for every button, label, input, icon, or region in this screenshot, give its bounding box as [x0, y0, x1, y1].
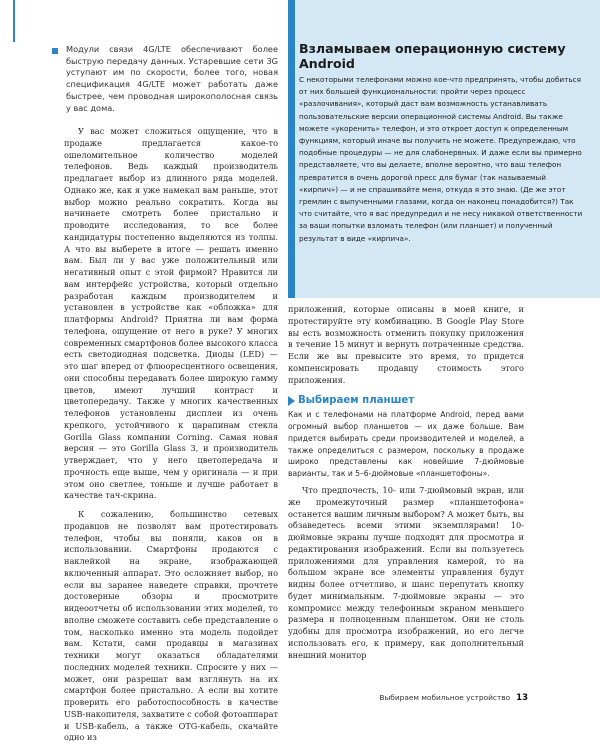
section-heading	[288, 395, 524, 406]
paragraph: Что предпочесть, 10- или 7-дюймовый экран, или же промежуточный размер «планшетофона» останется вашим личным выбором? А может быть, вы обзаведетесь всеми этими экземплярами! 10-дюймовые экраны лучше подходят для просмотра и редактирования изображений. Если вы пользуетесь приложениями для управления камерой, то на большом экране все элементы управления будут видны более отчетливо, и шанс перепутать кнопку будет минимальным. 7-дюймовые экраны — это компромисс между телефонным экраном меньшего размера и полноценным планшетом. Они не столь удобны для просмотра изображений, но его легче использовать его, к примеру, как дополнительный внешний монитор	[288, 485, 524, 660]
right-column	[288, 304, 524, 661]
intro-paragraph: Как и с телефонами на платформе Android, перед вами огромный выбор планшетов — их даже больше. Вам придется выбирать среди производителей и моделей, а также определиться с размером, поскольку в продаже широко представлены как новейшие 7-дюймовые варианты, так и 5–6-дюймовые «планшетофоны».	[288, 410, 524, 479]
page-footer	[379, 693, 528, 703]
paragraph: приложений, которые описаны в моей книге, и протестируйте эту комбинацию. В Google Play Store вы есть возможность отменить покупку приложения в течение 15 минут и вернуть потраченные средства. Если же вы превысите это время, то придется компенсировать продавцу стоимость этого приложения.	[288, 304, 524, 385]
left-column	[64, 44, 278, 744]
page-number: 13	[516, 693, 528, 703]
triangle-marker-icon	[288, 396, 295, 406]
sidebar-title: Взламываем операционную систему Android	[299, 41, 566, 71]
sidebar-body: С некоторыми телефонами можно кое-что предпринять, чтобы добиться от них большей функциональности: пройти через процесс «разлочивания», который даст вам возможность устанавливать пользовательские версии операционной системы Android. Вы также можете «укоренить» телефон, и это откроет доступ к определенным функциям, который иначе вы получить не можете. Предупреждаю, что подобные процедуры — не для слабонервных. И даже если вы примерно представляете, что вы делаете, вполне вероятно, что ваш телефон превратится в очень дорогой пресс для бумаг (так называемый «кирпич») — и не спрашивайте меня, откуда я это знаю. (Де же этот гремлин с выпученными глазами, когда он наконец понадобится?) Так что считайте, что я вас предупредил и не несу никакой ответственности за ваши попытки взломать телефон (или планшет) и полученный результат в виде «кирпича».	[299, 75, 583, 243]
section-heading-text: Выбираем планшет	[298, 395, 415, 407]
square-bullet-icon	[52, 48, 58, 54]
bullet-item	[64, 44, 278, 114]
sidebar-accent-strip	[288, 0, 295, 298]
bullet-text: Модули связи 4G/LTE обеспечивают более быструю передачу данных. Устаревшие сети 3G уступают им по скорости, более того, новая спецификация 4G/LTE может работать даже быстрее, чем проводная широкополосная связь у вас дома.	[66, 44, 278, 113]
running-footer: Выбираем мобильное устройство	[379, 693, 511, 702]
sidebar-box	[288, 0, 600, 298]
paragraph: У вас может сложиться ощущение, что в продаже предлагается какое-то ошеломительное количество моделей телефонов. Ведь каждый производитель предлагает выбор из длинного ряда моделей. Однако же, как я уже намекал вам раньше, этот выбор можно реально сократить. Когда вы начинаете смотреть более пристально и проводите исследования, то все более кандидатуры постепенно выделяются из толпы. А что вы выберете в итоге — решать именно вам. Был ли у вас уже положительный или негативный опыт с этой фирмой? Нравится ли вам интерфейс устройства, который отдельно разработан каждым производителем и установлен в устройстве как «обложка» для платформы Android? Приятна ли вам форма телефона, ощущение от него в руке? У многих современных смартфонов более высокого класса есть светодиодная подсветка. Диоды (LED) — это шаг вперед от флюоресцентного освещения, они способны передавать более широкую гамму цветов, имеют лучший контраст и цветопередачу. Также у многих качественных телефонов установлены дисплеи из очень крепкого, устойчивого к царапинам стекла Gorilla Glass компании Corning. Самая новая версия — это Gorilla Glass 3, и производитель утверждает, что у него цветопередача и прочность еще выше, чем у оригинала — и при этом оно светлее, тоньше и лучше работает в качестве тач-скрина.	[64, 126, 278, 501]
paragraph: К сожалению, большинство сетевых продавцов не позволят вам протестировать телефон, чтобы вы поняли, каков он в использовании. Смартфоны продаются с наклейкой на экране, изображающей включенный аппарат. Это осложняет выбор, но если вы заранее наведете справки, прочтете достоверные обзоры и просмотрите видеоотчеты об использовании этих моделей, то вполне сможете составить себе представление о том, насколько именно эта модель подойдет вам. Кстати, сами продавцы в магазинах техники могут оказаться обладателями последних моделей техники. Спросите у них — может, они разрешат вам взглянуть на их смартфон более пристально. А если вы хотите проверить его работоспособность в качестве USB-накопителя, захватите с собой фотоаппарат и USB-кабель, а также OTG-кабель, скачайте одно из	[64, 509, 278, 743]
margin-rule	[13, 0, 15, 42]
